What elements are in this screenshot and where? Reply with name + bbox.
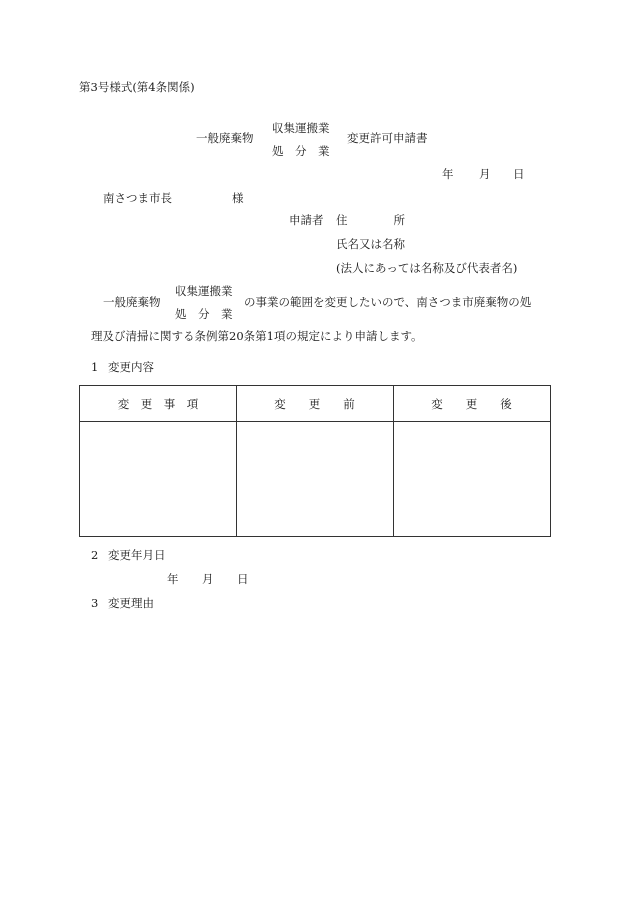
section-3-number: 3 xyxy=(91,596,99,610)
section-2-title: 変更年月日 xyxy=(108,548,166,562)
addressee-honorific: 様 xyxy=(232,191,244,205)
section-1-number: 1 xyxy=(91,360,99,374)
body-prefix: 一般廃棄物 xyxy=(103,295,161,309)
applicant-address-label: 住 所 xyxy=(336,213,405,227)
body-line-2: 理及び清掃に関する条例第20条第1項の規定により申請します。 xyxy=(91,329,423,343)
title-prefix: 一般廃棄物 xyxy=(196,131,254,145)
section-1-title: 変更内容 xyxy=(108,360,154,374)
date-day-label: 日 xyxy=(513,167,525,181)
table-header-before: 変 更 前 xyxy=(274,397,355,411)
date-month-label: 月 xyxy=(479,167,491,181)
table-cell-before[interactable] xyxy=(237,422,393,536)
applicant-corporate-note: (法人にあっては名称及び代表者名) xyxy=(336,261,518,275)
form-number: 第3号様式(第4条関係) xyxy=(79,80,195,94)
applicant-name-label: 氏名又は名称 xyxy=(336,237,405,251)
change-date-month-label: 月 xyxy=(202,572,214,586)
section-3-title: 変更理由 xyxy=(108,596,154,610)
change-date-day-label: 日 xyxy=(237,572,249,586)
title-option-disposal: 処 分 業 xyxy=(272,144,330,158)
change-date-year-label: 年 xyxy=(167,572,179,586)
change-details-table xyxy=(79,385,551,537)
table-cell-after[interactable] xyxy=(394,422,550,536)
applicant-label: 申請者 xyxy=(289,213,324,227)
body-option-disposal: 処 分 業 xyxy=(175,307,233,321)
table-cell-item[interactable] xyxy=(80,422,236,536)
addressee-name: 南さつま市長 xyxy=(103,191,172,205)
table-header-after: 変 更 後 xyxy=(431,397,512,411)
section-2-number: 2 xyxy=(91,548,99,562)
title-suffix: 変更許可申請書 xyxy=(347,131,428,145)
body-line-1: の事業の範囲を変更したいので、南さつま市廃棄物の処 xyxy=(244,295,532,309)
date-year-label: 年 xyxy=(442,167,454,181)
body-option-collection: 収集運搬業 xyxy=(175,284,233,298)
table-header-item: 変 更 事 項 xyxy=(117,397,199,411)
title-option-collection: 収集運搬業 xyxy=(272,121,330,135)
